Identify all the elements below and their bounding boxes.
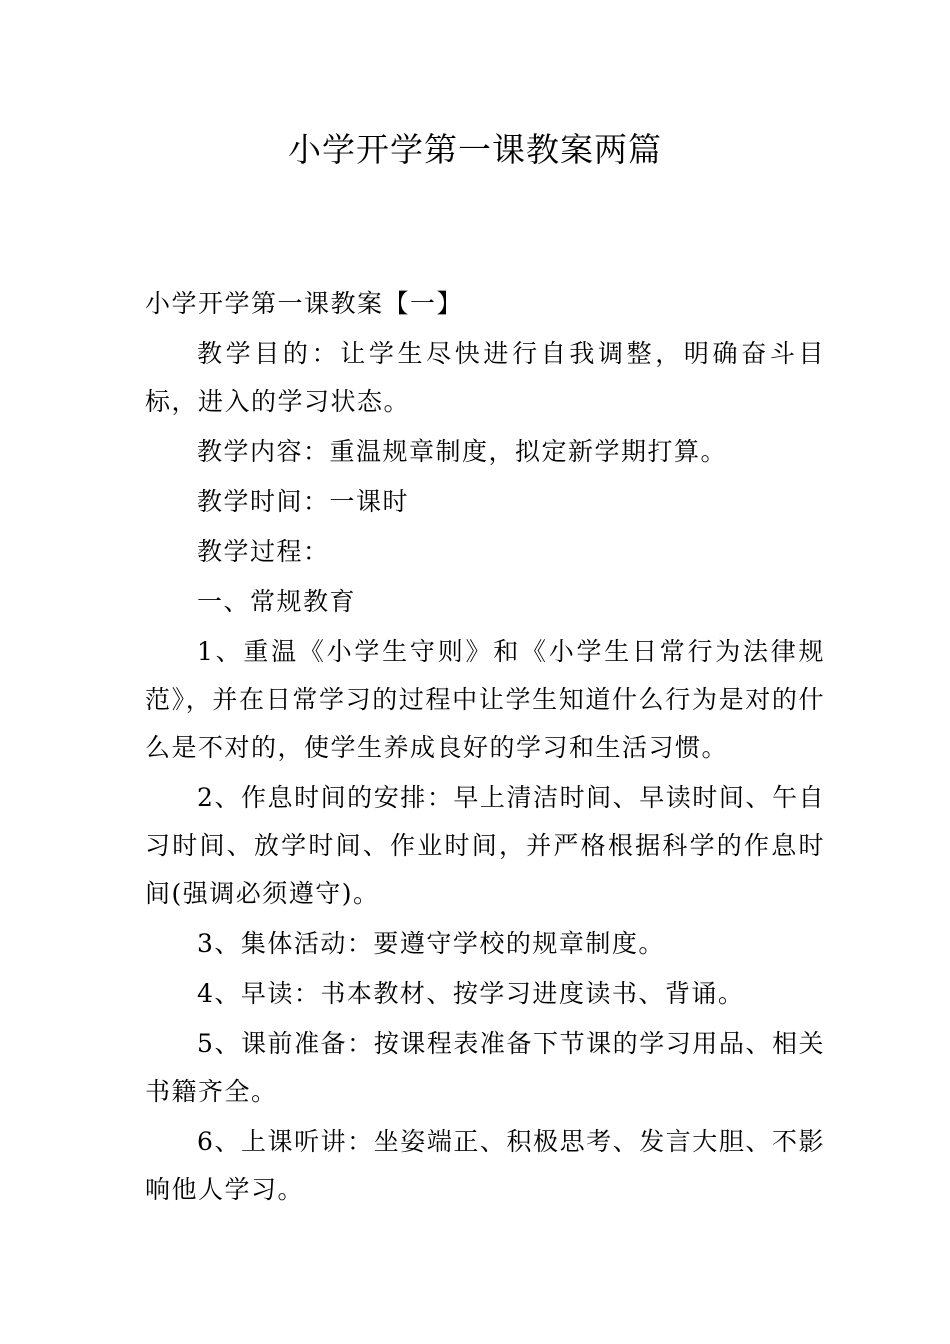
paragraph-routine-education: 一、常规教育: [197, 587, 357, 616]
paragraph-teaching-content: 教学内容：重温规章制度，拟定新学期打算。: [197, 437, 728, 466]
document-body: [145, 280, 825, 1216]
paragraph-teaching-time: 教学时间：一课时: [197, 487, 410, 516]
paragraph-item-3: 3、集体活动：要遵守学校的规章制度。: [197, 929, 665, 958]
paragraph-item-2: 2、作息时间的安排：早上清洁时间、早读时间、午自习时间、放学时间、作业时间，并严格根据科学的作息时间(强调必须遵守)。: [145, 783, 825, 908]
document-title: 小学开学第一课教案两篇: [288, 130, 662, 169]
paragraph-item-1: 1、重温《小学生守则》和《小学生日常行为法律规范》，并在日常学习的过程中让学生知道什么行为是对的什么是不对的，使学生养成良好的学习和生活习惯。: [145, 637, 825, 762]
section-heading: 小学开学第一课教案【一】: [145, 289, 464, 318]
paragraph-item-6: 6、上课听讲：坐姿端正、积极思考、发言大胆、不影响他人学习。: [145, 1127, 825, 1204]
paragraph-teaching-goal: 教学目的：让学生尽快进行自我调整，明确奋斗目标，进入的学习状态。: [145, 339, 825, 416]
paragraph-item-5: 5、课前准备：按课程表准备下节课的学习用品、相关书籍齐全。: [145, 1029, 825, 1106]
paragraph-item-4: 4、早读：书本教材、按学习进度读书、背诵。: [197, 979, 745, 1008]
paragraph-teaching-process: 教学过程：: [197, 537, 330, 566]
